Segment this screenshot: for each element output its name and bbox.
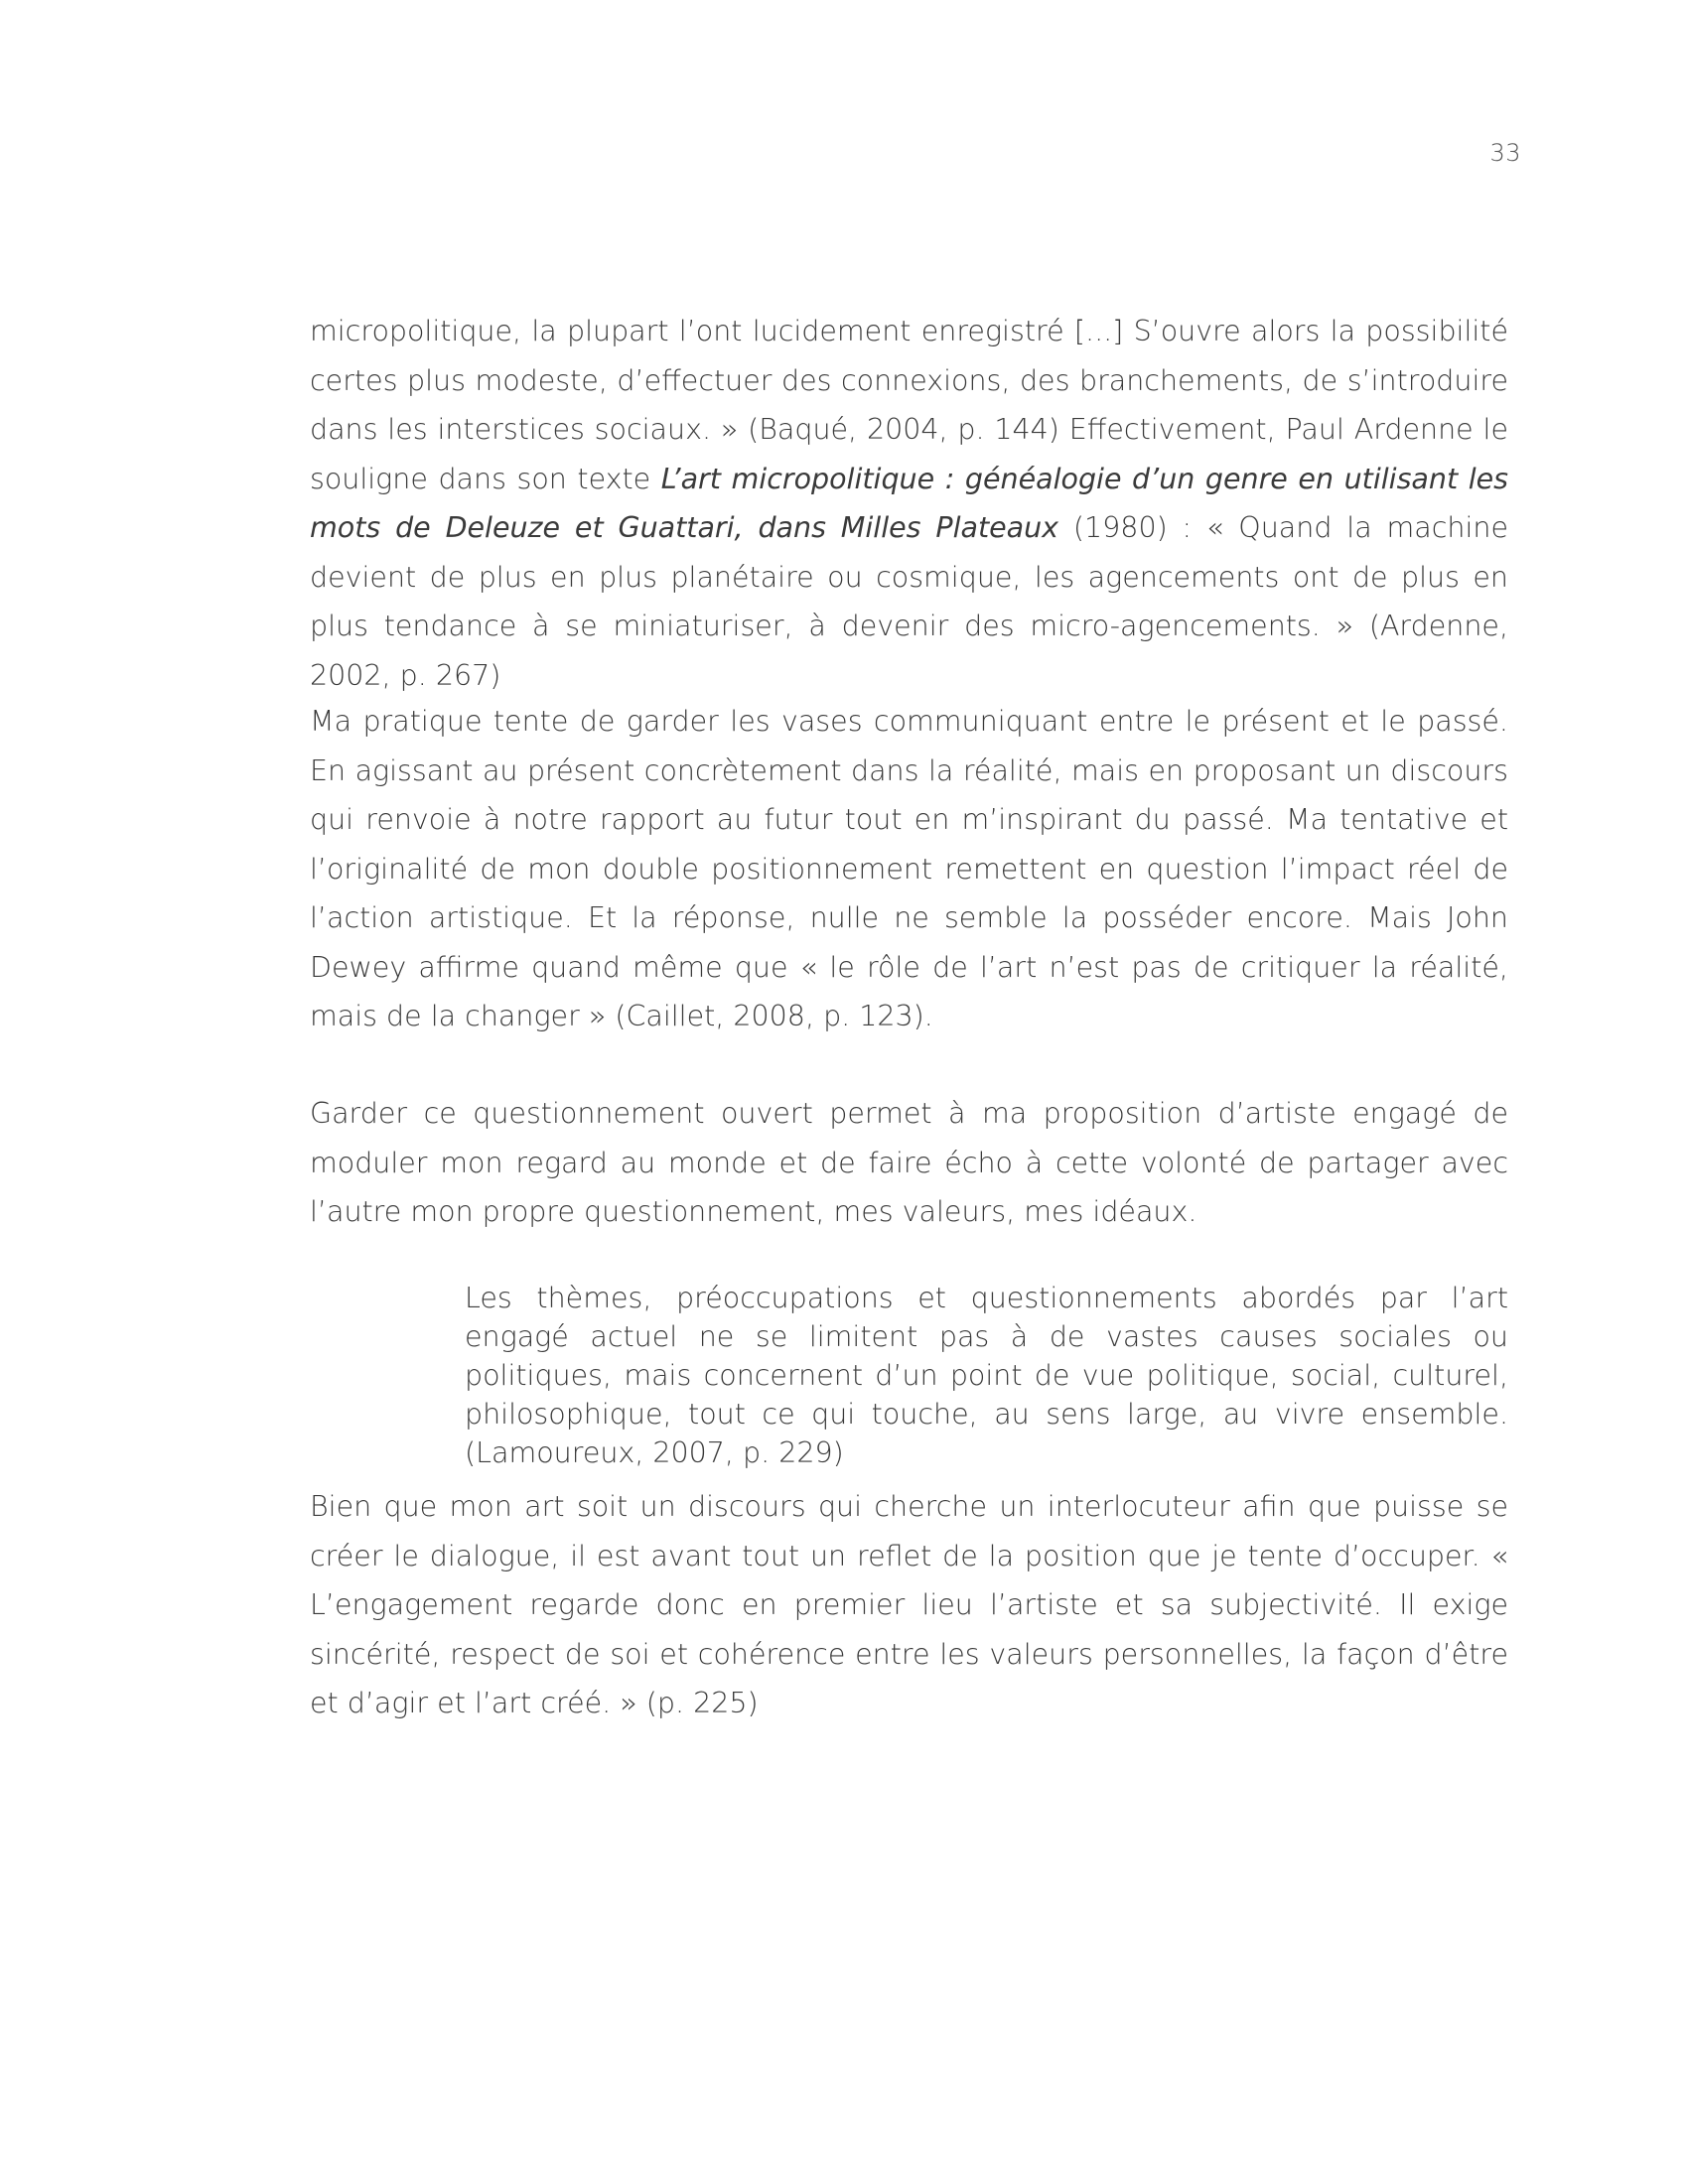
body-paragraph-1 bbox=[310, 307, 1508, 700]
body-paragraph-3 bbox=[310, 1089, 1508, 1237]
body-paragraph-2 bbox=[310, 697, 1508, 1041]
paragraph-text: Garder ce questionnement ouvert permet à ma proposition d’artiste engagé de moduler mon regard au monde et de faire écho à cette volonté de partager avec l’autre mon propre questionnement, mes valeurs, mes idéaux. bbox=[310, 1097, 1508, 1228]
paragraph-text-start: micropolitique, la plupart l’ont lucidement enregistré [...] S’ouvre alors la possibilité certes plus modeste, d’effectuer des connexions, des branchements, de s’introduire dans les interstices sociaux. » (Baqué, 2004, p. 144) Effectivement, Paul Ardenne le souligne dans son texte bbox=[310, 315, 1508, 495]
body-paragraph-4 bbox=[310, 1482, 1508, 1728]
paragraph-text: Bien que mon art soit un discours qui cherche un interlocuteur afin que puisse se créer le dialogue, il est avant tout un reflet de la position que je tente d’occuper. « L’engagement regarde donc en premier lieu l’artiste et sa subjectivité. Il exige sincérité, respect de soi et cohérence entre les valeurs personnelles, la façon d’être et d’agir et l’art créé. » (p. 225) bbox=[310, 1490, 1508, 1719]
page-number: 33 bbox=[1489, 139, 1521, 167]
paragraph-text bbox=[310, 307, 1508, 700]
paragraph-text-end: (1980) : « Quand la machine devient de plus en plus planétaire ou cosmique, les agencements ont de plus en plus tendance à se miniaturiser, à devenir des micro-agencements. » (Ardenne, 2002, p. 267) bbox=[310, 511, 1508, 692]
paragraph-text: Ma pratique tente de garder les vases communiquant entre le présent et le passé. En agissant au présent concrètement dans la réalité, mais en proposant un discours qui renvoie à notre rapport au futur tout en m’inspirant du passé. Ma tentative et l’originalité de mon double positionnement remettent en question l’impact réel de l’action artistique. Et la réponse, nulle ne semble la posséder encore. Mais John Dewey affirme quand même que « le rôle de l’art n’est pas de critiquer la réalité, mais de la changer » (Caillet, 2008, p. 123). bbox=[310, 705, 1508, 1032]
block-quote bbox=[465, 1279, 1508, 1472]
quote-text: Les thèmes, préoccupations et questionnements abordés par l’art engagé actuel ne se limitent pas à de vastes causes sociales ou politiques, mais concernent d’un point de vue politique, social, culturel, philosophique, tout ce qui touche, au sens large, au vivre ensemble. (Lamoureux, 2007, p. 229) bbox=[465, 1282, 1508, 1469]
italic-title: L’art micropolitique : généalogie d’un genre en utilisant les mots de Deleuze et Guattari, dans Milles Plateaux bbox=[310, 462, 1508, 544]
